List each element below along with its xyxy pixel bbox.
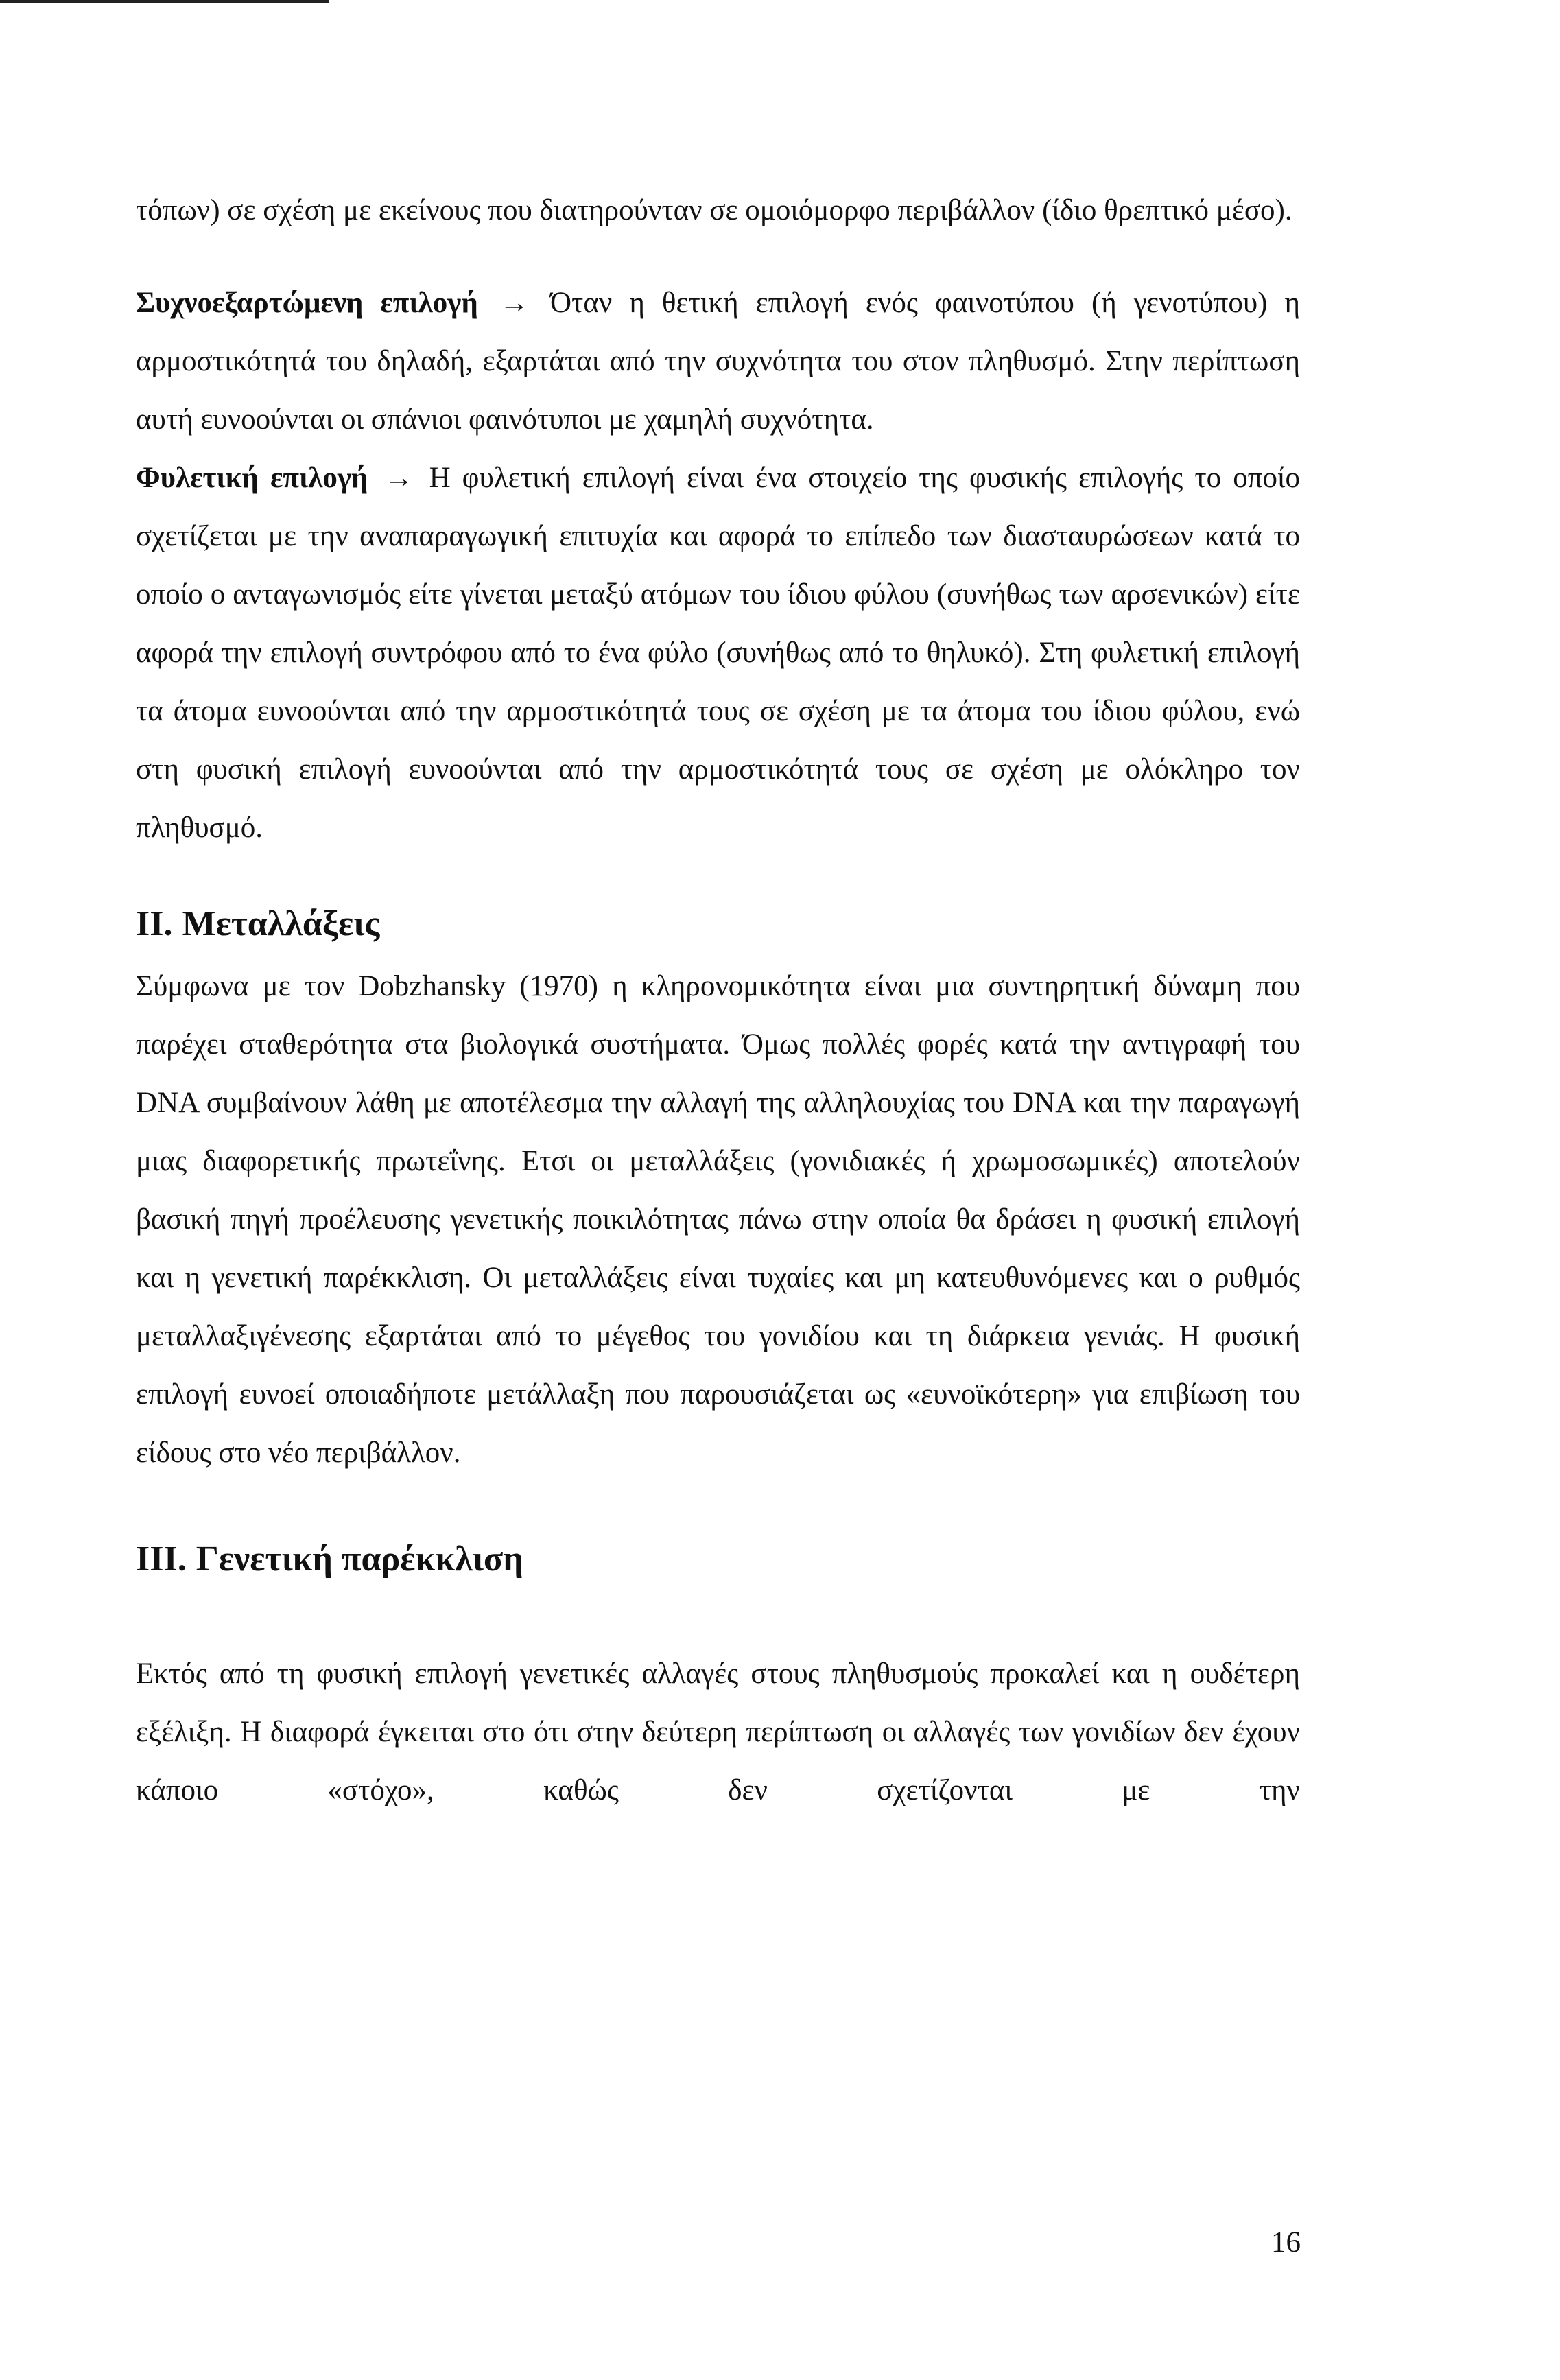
section-number: II. <box>136 904 173 943</box>
section-title: Μεταλλάξεις <box>182 904 380 943</box>
spacer <box>136 857 1300 895</box>
section-title: Γενετική παρέκκλιση <box>196 1540 523 1579</box>
term-frequency-dependent-selection: Συχνοεξαρτώμενη επιλογή <box>136 287 478 319</box>
page-number: 16 <box>1271 2226 1301 2259</box>
paragraph-sexual-selection <box>136 449 1300 857</box>
section-heading-mutations <box>136 895 1300 953</box>
paragraph-mutations: Σύμφωνα με τον Dobzhansky (1970) η κληρονομικότητα είναι μια συντηρητική δύναμη που παρέχει σταθερότητα στα βιολογικά συστήματα. Όμως πολλές φορές κατά την αντιγραφή του DNA συμβαίνουν λάθη με αποτέλεσμα την αλλαγή της αλληλουχίας του DNA και την παραγωγή μιας διαφορετικής πρωτεΐνης. Ετσι οι μεταλλάξεις (γονιδιακές ή χρωμοσωμικές) αποτελούν βασική πηγή προέλευσης γενετικής ποικιλότητας πάνω στην οποία θα δράσει η φυσική επιλογή και η γενετική παρέκκλιση. Οι μεταλλάξεις είναι τυχαίες και μη κατευθυνόμενες και ο ρυθμός μεταλλαξιγένεσης εξαρτάται από το μέγεθος του γονιδίου και τη διάρκεια γενιάς. Η φυσική επιλογή ευνοεί οποιαδήποτε μετάλλαξη που παρουσιάζεται ως «ευνοϊκότερη» για επιβίωση του είδους στο νέο περιβάλλον. <box>136 970 1300 1469</box>
definition-text: Η φυλετική επιλογή είναι ένα στοιχείο της φυσικής επιλογής το οποίο σχετίζεται με την αναπαραγωγική επιτυχία και αφορά το επίπεδο των διασταυρώσεων κατά το οποίο ο ανταγωνισμός είτε γίνεται μεταξύ ατόμων του ίδιου φύλου (συνήθως των αρσενικών) είτε αφορά την επιλογή συντρόφου από το ένα φύλο (συνήθως από το θηλυκό). Στη φυλετική επιλογή τα άτομα ευνοούνται από την αρμοστικότητά τους σε σχέση με τα άτομα του ίδιου φύλου, ενώ στη φυσική επιλογή ευνοούνται από την αρμοστικότητά τους σε σχέση με ολόκληρο τον πληθυσμό. <box>136 462 1301 844</box>
arrow-icon: → <box>383 462 414 494</box>
page-content <box>136 181 1300 1819</box>
spacer <box>136 1588 1300 1645</box>
arrow-icon: → <box>499 287 529 319</box>
paragraph-genetic-drift: Εκτός από τη φυσική επιλογή γενετικές αλλαγές στους πληθυσμούς προκαλεί και η ουδέτερη εξέλιξη. Η διαφορά έγκειται στο ότι στην δεύτερη περίπτωση οι αλλαγές των γονιδίων δεν έχουν κάποιο «στόχο», καθώς δεν σχετίζονται με την <box>136 1658 1300 1806</box>
spacer <box>136 239 1300 274</box>
section-number: III. <box>136 1540 187 1579</box>
spacer <box>136 1482 1300 1530</box>
section-heading-genetic-drift <box>136 1530 1300 1588</box>
paragraph-continuation: τόπων) σε σχέση με εκείνους που διατηρούνταν σε ομοιόμορφο περιβάλλον (ίδιο θρεπτικό μέσο). <box>136 194 1292 226</box>
term-sexual-selection: Φυλετική επιλογή <box>136 462 368 494</box>
definition-text: Όταν η θετική επιλογή ενός φαινοτύπου (ή γενοτύπου) η αρμοστικότητά του δηλαδή, εξαρτάται από την συχνότητα του στον πληθυσμό. Στην περίπτωση αυτή ευνοούνται οι σπάνιοι φαινότυποι με χαμηλή συχνότητα. <box>136 287 1301 436</box>
paragraph-frequency-dependent-selection <box>136 274 1300 449</box>
top-rule <box>0 0 329 3</box>
